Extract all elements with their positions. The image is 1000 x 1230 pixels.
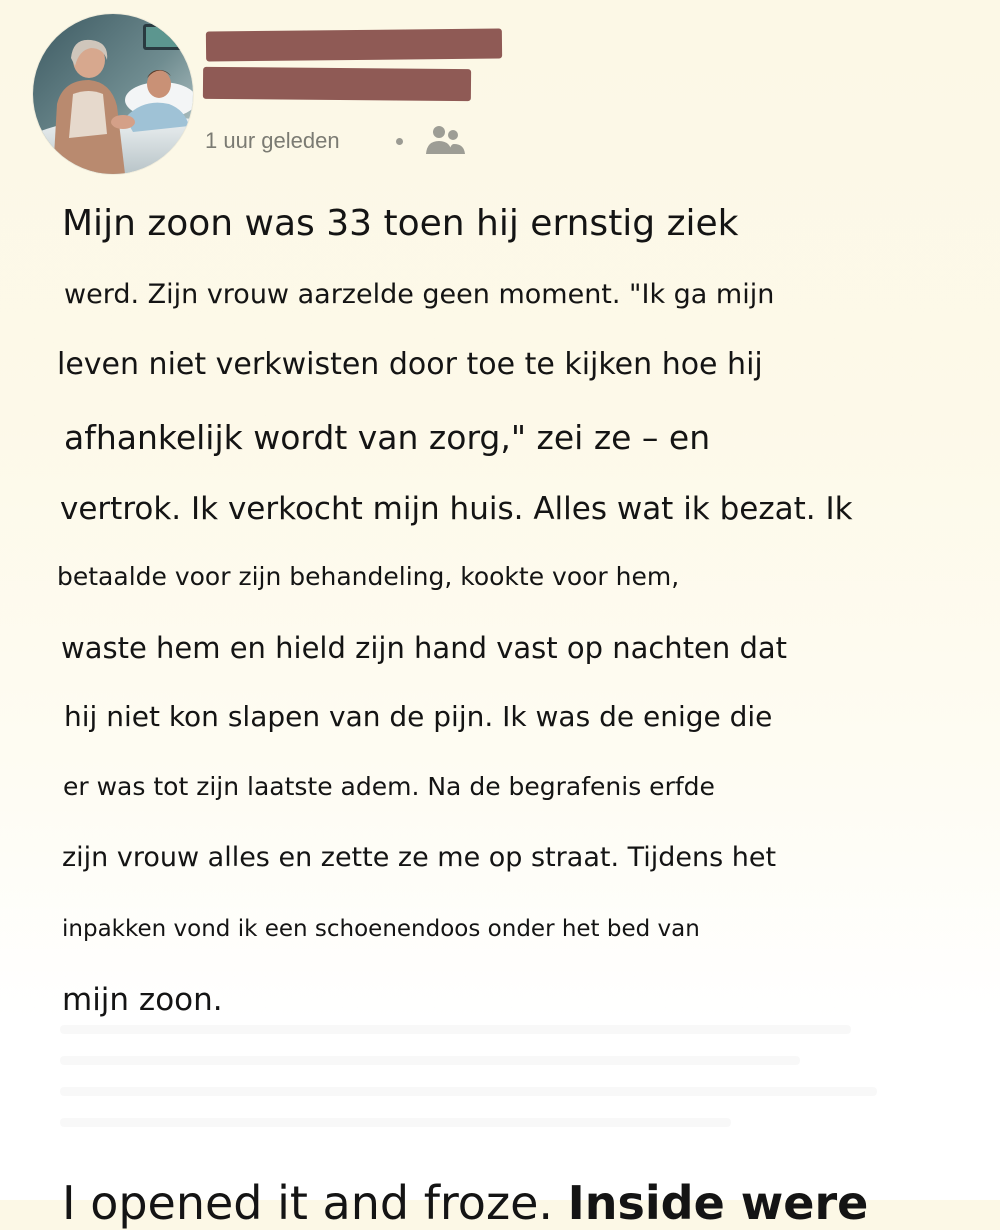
post-text-line: Mijn zoon was 33 toen hij ernstig ziek xyxy=(62,203,739,244)
post-text-line: werd. Zijn vrouw aarzelde geen moment. "Ik ga mijn xyxy=(64,279,775,310)
post-text-line: zijn vrouw alles en zette ze me op straat. Tijdens het xyxy=(62,842,777,873)
post-text-line: waste hem en hield zijn hand vast op nachten dat xyxy=(61,631,788,665)
timestamp[interactable]: 1 uur geleden xyxy=(205,128,340,153)
post-text-line: er was tot zijn laatste adem. Na de begrafenis erfde xyxy=(63,772,715,801)
author-name-redaction xyxy=(206,28,502,61)
post-text-line: afhankelijk wordt van zorg," zei ze – en xyxy=(64,418,711,457)
avatar[interactable] xyxy=(33,14,193,174)
post-text-line: vertrok. Ik verkocht mijn huis. Alles wat ik bezat. Ik xyxy=(60,491,853,527)
faded-text-overlay xyxy=(60,1025,920,1145)
post-text-line: inpakken vond ik een schoenendoos onder het bed van xyxy=(62,916,700,942)
next-paragraph-heading xyxy=(62,1176,868,1230)
hospital-bedside-photo-icon xyxy=(33,14,193,174)
heading-bold-text: Inside were xyxy=(567,1176,869,1230)
separator-dot xyxy=(396,138,403,145)
post-meta xyxy=(205,126,467,156)
post-text-line: betaalde voor zijn behandeling, kookte voor hem, xyxy=(57,562,680,591)
author-name-redaction-2 xyxy=(203,67,471,101)
group-icon[interactable] xyxy=(423,123,467,159)
heading-normal-text: I opened it and froze. xyxy=(62,1176,568,1230)
post-text-line: leven niet verkwisten door toe te kijken hoe hij xyxy=(57,347,763,382)
post-text-line: hij niet kon slapen van de pijn. Ik was de enige die xyxy=(64,700,773,733)
post-text-line: mijn zoon. xyxy=(62,982,223,1018)
